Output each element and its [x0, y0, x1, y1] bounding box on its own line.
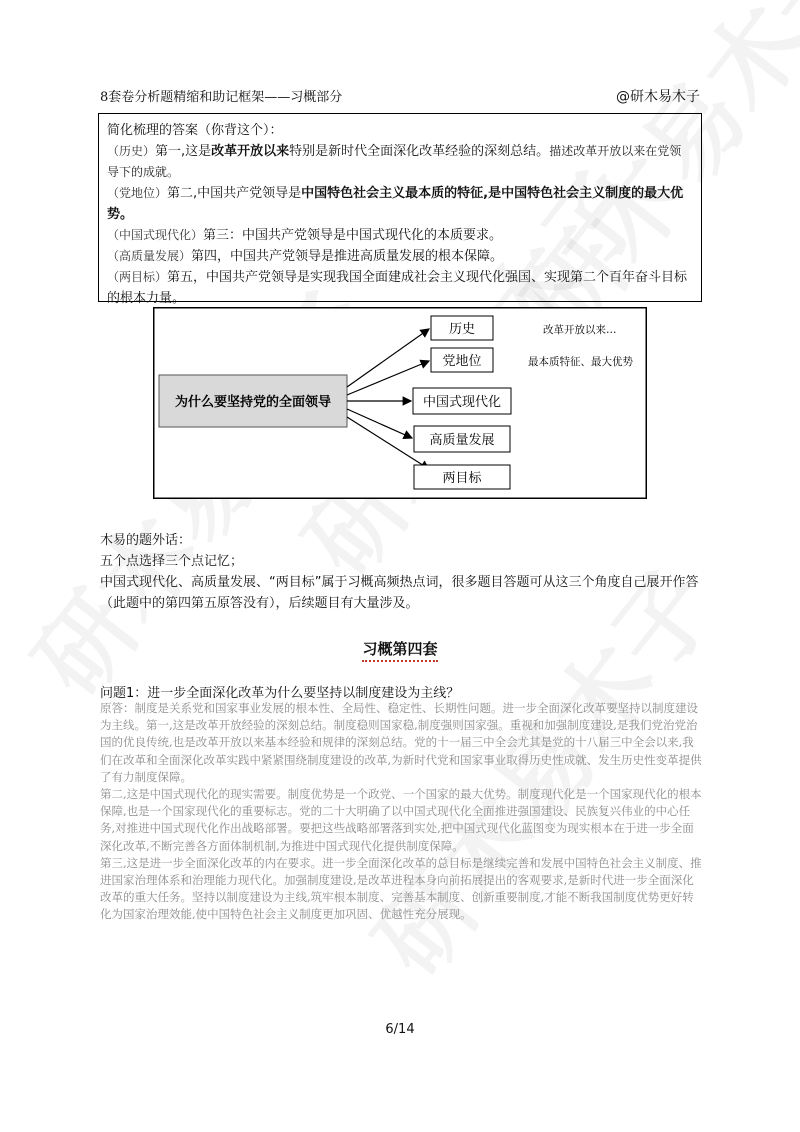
section-title-text: 习概第四套 [362, 640, 437, 662]
box-item-4 [107, 246, 693, 267]
node-label: 中国式现代化 [422, 395, 502, 410]
item-pre: 第一,这是 [155, 144, 212, 159]
node-label: 两目标 [442, 471, 482, 486]
node-label: 党地位 [442, 354, 482, 369]
note-line: 五个点选择三个点记忆； [100, 554, 244, 569]
author-note [100, 530, 700, 614]
item-text: 第四，中国共产党领导是推进高质量发展的根本保障。 [191, 249, 504, 264]
note-line: 木易的题外话： [100, 533, 192, 548]
item-text: 第五，中国共产党领导是实现我国全面建成社会主义现代化强国、实现第二个百年奋斗目标的根本力量。 [107, 270, 688, 306]
annotation: 最本质特征、最大优势 [528, 356, 633, 368]
item-tag: （历史） [107, 144, 156, 158]
header-author: @研木易木子 [616, 89, 700, 105]
answer-paragraph: 原答：制度是关系党和国家事业发展的根本性、全局性、稳定性、长期性问题。进一步全面深化改革要坚持以制度建设为主线。第一,这是改革开放经验的深刻总结。制度稳则国家稳,制度强则国家强。重视和加强制度建设,是我们党治党治国的优良传统,也是改革开放以来基本经验和规律的深刻总结。党的十一届三中全会尤其是党的十八届三中全会以来,我们在改革和全面深化改革实践中紧紧围绕制度建设的改革,为新时代党和国家事业取得历史性成就、发生历史性变革提供了有力制度保障。 [100, 701, 702, 784]
answer-paragraph: 第二,这是中国式现代化的现实需要。制度优势是一个政党、一个国家的最大优势。制度现代化是一个国家现代化的根本保障,也是一个国家现代化的重要标志。党的二十大明确了以中国式现代化全面推进强国建设、民族复兴伟业的中心任务,对推进中国式现代化作出战略部署。要把这些战略部署落到实处,把中国式现代化蓝图变为现实根本在于进一步全面深化改革,不断完善各方面体制机制,为推进中国式现代化提供制度保障。 [100, 787, 702, 853]
note-line: 中国式现代化、高质量发展、“两目标”属于习概高频热点词，很多题目答题可从这三个角度自己展开作答（此题中的第四第五原答没有），后续题目有大量涉及。 [100, 575, 699, 611]
page-header [100, 86, 700, 106]
center-node-label: 为什么要坚持党的全面领导 [174, 395, 332, 410]
page-number: 6/14 [385, 1022, 415, 1037]
header-title: 8套卷分析题精缩和助记框架——习概部分 [100, 90, 343, 105]
item-text: 第三：中国共产党领导是中国式现代化的本质要求。 [203, 228, 503, 243]
item-bold: 中国特色社会主义最本质的特征,是中国特色社会主义制度的最大优势。 [107, 186, 684, 222]
item-bold: 改革开放以来 [211, 144, 290, 159]
section-title [0, 638, 800, 659]
node-label: 高质量发展 [429, 433, 495, 448]
item-tail: 描述改革开放以来在党领导下的成就。 [107, 144, 682, 179]
box-item-3 [107, 225, 693, 246]
annotation: 改革开放以来… [543, 324, 617, 336]
mind-map-diagram [153, 307, 647, 499]
answer-text [100, 700, 705, 924]
node-label: 历史 [448, 322, 476, 337]
item-tag: （中国式现代化） [107, 228, 204, 242]
box-intro: 简化梳理的答案（你背这个）： [107, 123, 283, 138]
item-post: 特别是新时代全面深化改革经验的深刻总结。 [289, 144, 550, 159]
answer-paragraph: 第三,这是进一步全面深化改革的内在要求。进一步全面深化改革的总目标是继续完善和发展中国特色社会主义制度、推进国家治理体系和治理能力现代化。加强制度建设,是改革进程本身向前拓展提出的客观要求,是新时代进一步全面深化改革的重大任务。坚持以制度建设为主线,筑牢根本制度、完善基本制度、创新重要制度,才能不断我国制度优势更好转化为国家治理效能,使中国特色社会主义制度更加巩固、优越性充分展现。 [100, 855, 702, 922]
box-item-5 [107, 267, 693, 309]
summary-box [98, 113, 702, 306]
question: 问题1：进一步全面深化改革为什么要坚持以制度建设为主线？ [100, 686, 460, 701]
item-tag: （两目标） [107, 270, 168, 284]
item-tag: （高质量发展） [107, 249, 192, 263]
box-item-2 [107, 183, 693, 225]
box-item-1 [107, 141, 693, 183]
item-tag: （党地位） [107, 186, 168, 200]
item-pre: 第二,中国共产党领导是 [167, 186, 302, 201]
